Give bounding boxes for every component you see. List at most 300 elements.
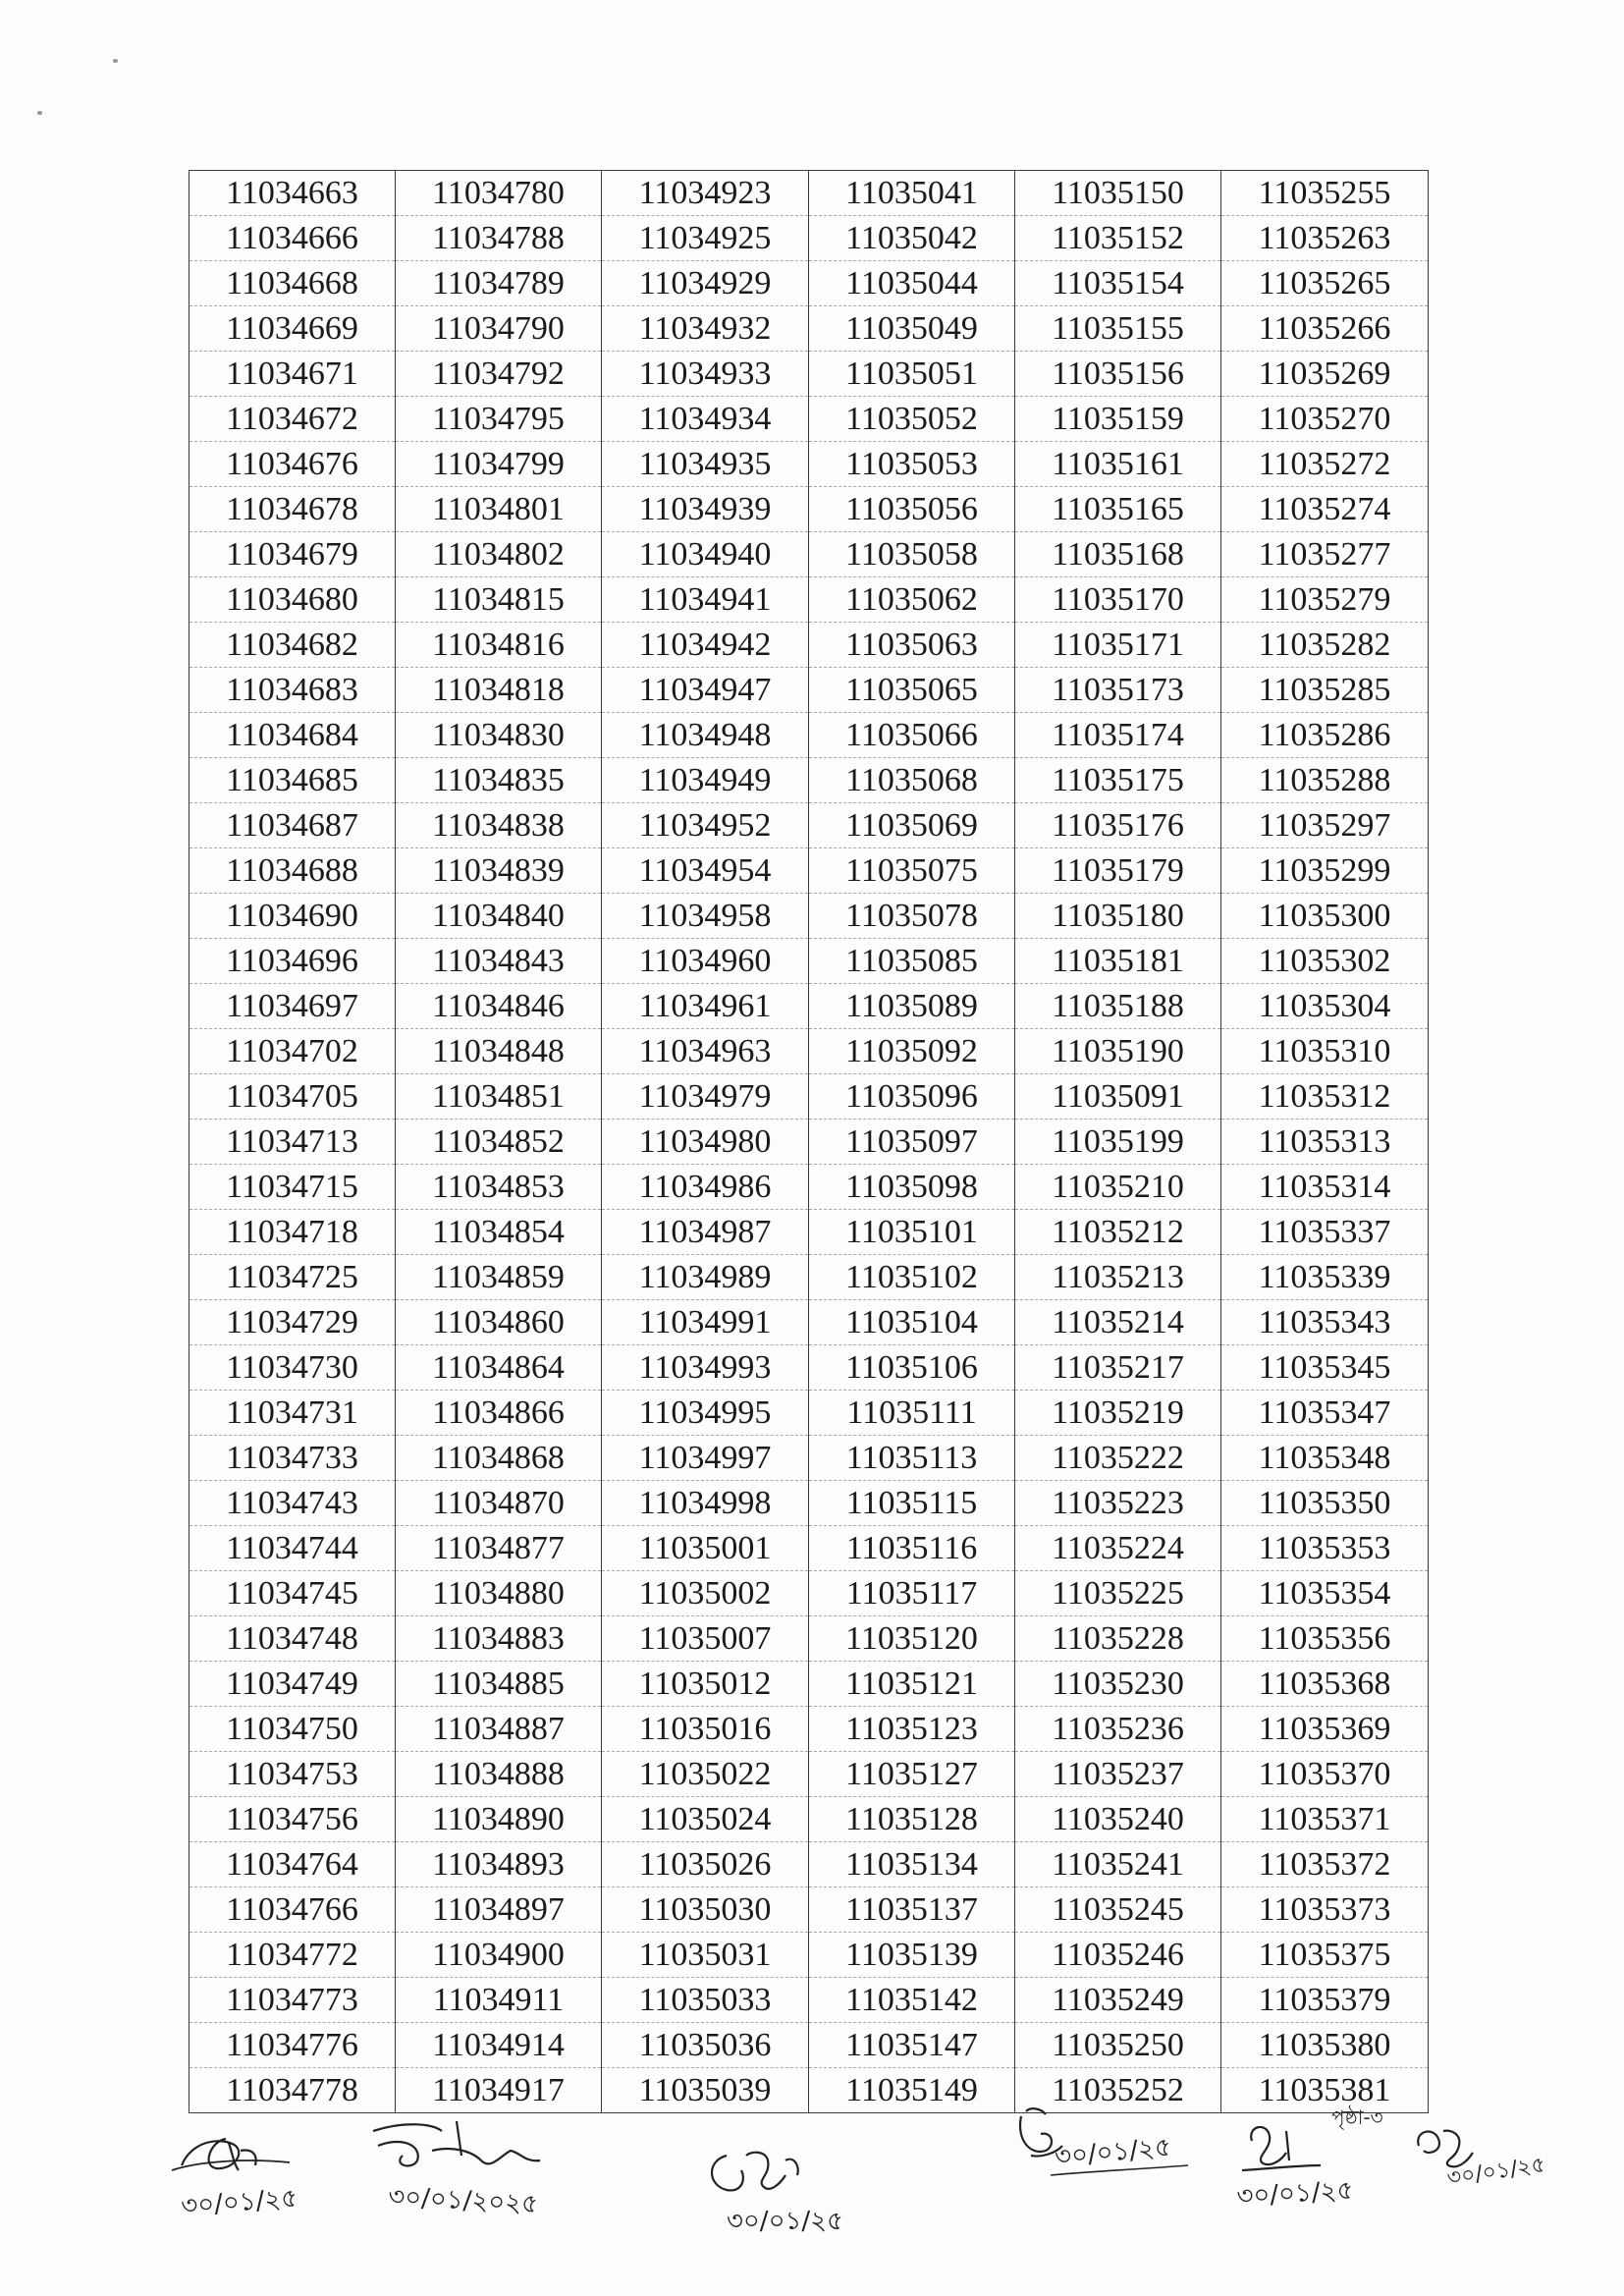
roll-number-cell: 11035065 bbox=[809, 668, 1015, 713]
roll-number-cell: 11034668 bbox=[189, 261, 396, 306]
roll-number-cell: 11035179 bbox=[1015, 848, 1221, 894]
roll-number-cell: 11034840 bbox=[396, 894, 602, 939]
roll-number-cell: 11035024 bbox=[602, 1797, 809, 1842]
roll-number-cell: 11034690 bbox=[189, 894, 396, 939]
signature-1-date: ৩০/০১/২৫ bbox=[180, 2183, 299, 2221]
signature-1-mark bbox=[162, 2111, 358, 2229]
roll-number-cell: 11035353 bbox=[1221, 1526, 1429, 1571]
roll-number-cell: 11035142 bbox=[809, 1978, 1015, 2023]
table-row bbox=[189, 1978, 1429, 2023]
roll-number-cell: 11034942 bbox=[602, 623, 809, 668]
roll-number-cell: 11035223 bbox=[1015, 1481, 1221, 1526]
roll-number-cell: 11035381 bbox=[1221, 2068, 1429, 2113]
roll-number-cell: 11034914 bbox=[396, 2023, 602, 2068]
roll-number-cell: 11034952 bbox=[602, 803, 809, 848]
roll-number-cell: 11035041 bbox=[809, 171, 1015, 216]
roll-number-cell: 11034702 bbox=[189, 1029, 396, 1074]
roll-number-cell: 11035277 bbox=[1221, 532, 1429, 577]
roll-number-cell: 11034929 bbox=[602, 261, 809, 306]
table-row bbox=[189, 623, 1429, 668]
roll-number-cell: 11034744 bbox=[189, 1526, 396, 1571]
roll-number-cell: 11035022 bbox=[602, 1752, 809, 1797]
roll-number-cell: 11034864 bbox=[396, 1345, 602, 1391]
roll-number-cell: 11035053 bbox=[809, 442, 1015, 487]
table-row bbox=[189, 171, 1429, 216]
roll-number-cell: 11034933 bbox=[602, 352, 809, 397]
table-row bbox=[189, 848, 1429, 894]
roll-number-cell: 11034790 bbox=[396, 306, 602, 352]
roll-number-cell: 11035016 bbox=[602, 1707, 809, 1752]
roll-number-cell: 11034991 bbox=[602, 1300, 809, 1345]
roll-number-cell: 11035051 bbox=[809, 352, 1015, 397]
roll-number-cell: 11035285 bbox=[1221, 668, 1429, 713]
roll-number-cell: 11035152 bbox=[1015, 216, 1221, 261]
roll-number-cell: 11034848 bbox=[396, 1029, 602, 1074]
roll-number-cell: 11035134 bbox=[809, 1842, 1015, 1887]
roll-number-cell: 11034939 bbox=[602, 487, 809, 532]
table-row bbox=[189, 1074, 1429, 1120]
roll-number-cell: 11035116 bbox=[809, 1526, 1015, 1571]
roll-number-cell: 11035150 bbox=[1015, 171, 1221, 216]
table-row bbox=[189, 894, 1429, 939]
roll-number-cell: 11034684 bbox=[189, 713, 396, 758]
roll-number-cell: 11034961 bbox=[602, 984, 809, 1029]
roll-number-cell: 11034911 bbox=[396, 1978, 602, 2023]
roll-number-cell: 11035120 bbox=[809, 1616, 1015, 1662]
table-row bbox=[189, 1752, 1429, 1797]
roll-number-cell: 11034666 bbox=[189, 216, 396, 261]
roll-number-cell: 11034682 bbox=[189, 623, 396, 668]
roll-number-cell: 11034749 bbox=[189, 1662, 396, 1707]
roll-number-cell: 11035313 bbox=[1221, 1120, 1429, 1165]
roll-number-cell: 11034672 bbox=[189, 397, 396, 442]
roll-number-cell: 11034925 bbox=[602, 216, 809, 261]
roll-number-cell: 11034766 bbox=[189, 1887, 396, 1933]
roll-number-cell: 11035310 bbox=[1221, 1029, 1429, 1074]
roll-number-cell: 11035225 bbox=[1015, 1571, 1221, 1616]
roll-number-cell: 11034799 bbox=[396, 442, 602, 487]
page-number: পৃষ্ঠা-৩ bbox=[1331, 2105, 1383, 2129]
roll-number-cell: 11035156 bbox=[1015, 352, 1221, 397]
roll-number-cell: 11035372 bbox=[1221, 1842, 1429, 1887]
roll-number-cell: 11035030 bbox=[602, 1887, 809, 1933]
table-row bbox=[189, 1165, 1429, 1210]
roll-number-cell: 11035104 bbox=[809, 1300, 1015, 1345]
table-row bbox=[189, 442, 1429, 487]
roll-number-cell: 11034843 bbox=[396, 939, 602, 984]
roll-number-cell: 11035371 bbox=[1221, 1797, 1429, 1842]
roll-number-cell: 11035089 bbox=[809, 984, 1015, 1029]
roll-number-cell: 11035111 bbox=[809, 1391, 1015, 1436]
roll-number-cell: 11035230 bbox=[1015, 1662, 1221, 1707]
roll-number-cell: 11034802 bbox=[396, 532, 602, 577]
roll-number-cell: 11035128 bbox=[809, 1797, 1015, 1842]
roll-number-cell: 11035237 bbox=[1015, 1752, 1221, 1797]
roll-number-cell: 11034696 bbox=[189, 939, 396, 984]
roll-number-cell: 11034859 bbox=[396, 1255, 602, 1300]
roll-number-cell: 11034718 bbox=[189, 1210, 396, 1255]
table-row bbox=[189, 1255, 1429, 1300]
roll-number-cell: 11035300 bbox=[1221, 894, 1429, 939]
roll-number-cell: 11034830 bbox=[396, 713, 602, 758]
roll-number-cell: 11035097 bbox=[809, 1120, 1015, 1165]
roll-number-cell: 11035210 bbox=[1015, 1165, 1221, 1210]
roll-number-cell: 11035044 bbox=[809, 261, 1015, 306]
table-row bbox=[189, 1662, 1429, 1707]
signature-2 bbox=[363, 2102, 589, 2219]
table-row bbox=[189, 713, 1429, 758]
roll-number-cell: 11035026 bbox=[602, 1842, 809, 1887]
roll-number-cell: 11035345 bbox=[1221, 1345, 1429, 1391]
roll-number-cell: 11035031 bbox=[602, 1933, 809, 1978]
roll-number-cell: 11035282 bbox=[1221, 623, 1429, 668]
roll-number-cell: 11034854 bbox=[396, 1210, 602, 1255]
roll-number-cell: 11035356 bbox=[1221, 1616, 1429, 1662]
roll-number-cell: 11035241 bbox=[1015, 1842, 1221, 1887]
roll-number-cell: 11035373 bbox=[1221, 1887, 1429, 1933]
roll-number-cell: 11034818 bbox=[396, 668, 602, 713]
roll-number-cell: 11034753 bbox=[189, 1752, 396, 1797]
table-row bbox=[189, 1029, 1429, 1074]
table-row bbox=[189, 1616, 1429, 1662]
roll-number-cell: 11034888 bbox=[396, 1752, 602, 1797]
roll-number-cell: 11034815 bbox=[396, 577, 602, 623]
roll-number-cell: 11034995 bbox=[602, 1391, 809, 1436]
roll-number-cell: 11034776 bbox=[189, 2023, 396, 2068]
roll-number-cell: 11035056 bbox=[809, 487, 1015, 532]
roll-number-cell: 11035180 bbox=[1015, 894, 1221, 939]
roll-number-cell: 11035270 bbox=[1221, 397, 1429, 442]
roll-number-cell: 11035066 bbox=[809, 713, 1015, 758]
roll-number-cell: 11035171 bbox=[1015, 623, 1221, 668]
roll-number-cell: 11034893 bbox=[396, 1842, 602, 1887]
roll-number-cell: 11035154 bbox=[1015, 261, 1221, 306]
roll-number-cell: 11034997 bbox=[602, 1436, 809, 1481]
roll-number-cell: 11035379 bbox=[1221, 1978, 1429, 2023]
roll-number-cell: 11035369 bbox=[1221, 1707, 1429, 1752]
signature-3-mark bbox=[687, 2116, 884, 2244]
roll-number-cell: 11034851 bbox=[396, 1074, 602, 1120]
table-row bbox=[189, 352, 1429, 397]
roll-number-cell: 11035304 bbox=[1221, 984, 1429, 1029]
table-row bbox=[189, 1345, 1429, 1391]
roll-number-cell: 11034890 bbox=[396, 1797, 602, 1842]
roll-number-cell: 11035350 bbox=[1221, 1481, 1429, 1526]
roll-number-cell: 11034730 bbox=[189, 1345, 396, 1391]
roll-number-cell: 11034980 bbox=[602, 1120, 809, 1165]
table-row bbox=[189, 1120, 1429, 1165]
table-row bbox=[189, 1436, 1429, 1481]
scan-speck bbox=[37, 111, 42, 115]
roll-number-cell: 11035263 bbox=[1221, 216, 1429, 261]
roll-number-cell: 11034852 bbox=[396, 1120, 602, 1165]
roll-number-cell: 11034838 bbox=[396, 803, 602, 848]
roll-number-cell: 11034958 bbox=[602, 894, 809, 939]
roll-number-cell: 11035380 bbox=[1221, 2023, 1429, 2068]
roll-number-cell: 11035115 bbox=[809, 1481, 1015, 1526]
roll-number-cell: 11035155 bbox=[1015, 306, 1221, 352]
roll-number-cell: 11035117 bbox=[809, 1571, 1015, 1616]
signature-4-mark bbox=[1001, 2097, 1208, 2224]
roll-number-cell: 11034986 bbox=[602, 1165, 809, 1210]
table-row bbox=[189, 1933, 1429, 1978]
roll-number-cell: 11035199 bbox=[1015, 1120, 1221, 1165]
roll-number-cell: 11034697 bbox=[189, 984, 396, 1029]
roll-number-cell: 11035033 bbox=[602, 1978, 809, 2023]
roll-number-cell: 11034680 bbox=[189, 577, 396, 623]
roll-number-cell: 11034713 bbox=[189, 1120, 396, 1165]
roll-number-cell: 11034993 bbox=[602, 1345, 809, 1391]
roll-number-cell: 11035139 bbox=[809, 1933, 1015, 1978]
signature-5-mark bbox=[1232, 2111, 1399, 2239]
roll-number-cell: 11035181 bbox=[1015, 939, 1221, 984]
roll-number-cell: 11034887 bbox=[396, 1707, 602, 1752]
roll-number-cell: 11035299 bbox=[1221, 848, 1429, 894]
roll-number-cell: 11035279 bbox=[1221, 577, 1429, 623]
roll-number-cell: 11035069 bbox=[809, 803, 1015, 848]
roll-number-cell: 11034772 bbox=[189, 1933, 396, 1978]
roll-number-cell: 11035068 bbox=[809, 758, 1015, 803]
roll-number-cell: 11035266 bbox=[1221, 306, 1429, 352]
roll-number-cell: 11035370 bbox=[1221, 1752, 1429, 1797]
roll-number-cell: 11035007 bbox=[602, 1616, 809, 1662]
roll-number-cell: 11034725 bbox=[189, 1255, 396, 1300]
roll-number-cell: 11034788 bbox=[396, 216, 602, 261]
roll-number-cell: 11035052 bbox=[809, 397, 1015, 442]
roll-number-cell: 11034683 bbox=[189, 668, 396, 713]
roll-number-cell: 11034940 bbox=[602, 532, 809, 577]
roll-number-cell: 11035137 bbox=[809, 1887, 1015, 1933]
signature-4 bbox=[1001, 2097, 1208, 2214]
table-row bbox=[189, 1300, 1429, 1345]
roll-number-cell: 11034835 bbox=[396, 758, 602, 803]
roll-number-cell: 11035347 bbox=[1221, 1391, 1429, 1436]
roll-number-cell: 11034663 bbox=[189, 171, 396, 216]
roll-number-cell: 11035012 bbox=[602, 1662, 809, 1707]
roll-number-cell: 11035085 bbox=[809, 939, 1015, 984]
roll-number-cell: 11035236 bbox=[1015, 1707, 1221, 1752]
signature-6-mark bbox=[1404, 2111, 1581, 2239]
roll-number-cell: 11034870 bbox=[396, 1481, 602, 1526]
roll-number-cell: 11035269 bbox=[1221, 352, 1429, 397]
roll-number-cell: 11034731 bbox=[189, 1391, 396, 1436]
roll-number-cell: 11035214 bbox=[1015, 1300, 1221, 1345]
roll-number-cell: 11034733 bbox=[189, 1436, 396, 1481]
table-row bbox=[189, 1887, 1429, 1933]
roll-number-cell: 11034935 bbox=[602, 442, 809, 487]
roll-number-table bbox=[189, 170, 1429, 2113]
roll-number-cell: 11035039 bbox=[602, 2068, 809, 2113]
table-row bbox=[189, 1210, 1429, 1255]
roll-number-cell: 11034960 bbox=[602, 939, 809, 984]
signature-5 bbox=[1232, 2111, 1399, 2229]
roll-number-cell: 11035091 bbox=[1015, 1074, 1221, 1120]
roll-number-cell: 11035255 bbox=[1221, 171, 1429, 216]
roll-number-cell: 11035147 bbox=[809, 2023, 1015, 2068]
roll-number-cell: 11035078 bbox=[809, 894, 1015, 939]
roll-number-cell: 11034792 bbox=[396, 352, 602, 397]
roll-number-cell: 11035314 bbox=[1221, 1165, 1429, 1210]
signature-3-date: ৩০/০১/২৫ bbox=[727, 2207, 843, 2236]
roll-number-cell: 11035354 bbox=[1221, 1571, 1429, 1616]
roll-number-cell: 11035368 bbox=[1221, 1662, 1429, 1707]
table-row bbox=[189, 803, 1429, 848]
table-row bbox=[189, 1842, 1429, 1887]
roll-number-cell: 11034748 bbox=[189, 1616, 396, 1662]
table-row bbox=[189, 984, 1429, 1029]
roll-number-cell: 11034676 bbox=[189, 442, 396, 487]
roll-number-cell: 11034678 bbox=[189, 487, 396, 532]
roll-number-cell: 11035049 bbox=[809, 306, 1015, 352]
table-row bbox=[189, 1571, 1429, 1616]
roll-number-cell: 11034688 bbox=[189, 848, 396, 894]
signature-6-date: ৩০/০১/২৫ bbox=[1445, 2153, 1547, 2191]
roll-number-cell: 11035123 bbox=[809, 1707, 1015, 1752]
roll-number-cell: 11035075 bbox=[809, 848, 1015, 894]
roll-number-cell: 11034885 bbox=[396, 1662, 602, 1707]
roll-number-cell: 11034949 bbox=[602, 758, 809, 803]
roll-number-cell: 11035096 bbox=[809, 1074, 1015, 1120]
roll-number-cell: 11035113 bbox=[809, 1436, 1015, 1481]
roll-number-cell: 11034923 bbox=[602, 171, 809, 216]
roll-number-cell: 11035175 bbox=[1015, 758, 1221, 803]
roll-number-cell: 11035212 bbox=[1015, 1210, 1221, 1255]
roll-number-cell: 11034941 bbox=[602, 577, 809, 623]
roll-number-cell: 11035176 bbox=[1015, 803, 1221, 848]
roll-number-cell: 11034839 bbox=[396, 848, 602, 894]
roll-number-cell: 11035250 bbox=[1015, 2023, 1221, 2068]
roll-number-cell: 11034705 bbox=[189, 1074, 396, 1120]
roll-number-cell: 11034932 bbox=[602, 306, 809, 352]
roll-number-cell: 11034860 bbox=[396, 1300, 602, 1345]
roll-number-cell: 11034866 bbox=[396, 1391, 602, 1436]
signature-2-mark bbox=[363, 2102, 589, 2229]
roll-number-cell: 11035036 bbox=[602, 2023, 809, 2068]
table-row bbox=[189, 306, 1429, 352]
roll-number-cell: 11035165 bbox=[1015, 487, 1221, 532]
roll-number-cell: 11035337 bbox=[1221, 1210, 1429, 1255]
roll-number-cell: 11035098 bbox=[809, 1165, 1015, 1210]
roll-number-cell: 11034679 bbox=[189, 532, 396, 577]
roll-number-cell: 11034880 bbox=[396, 1571, 602, 1616]
roll-number-cell: 11035170 bbox=[1015, 577, 1221, 623]
roll-number-cell: 11035312 bbox=[1221, 1074, 1429, 1120]
table-row bbox=[189, 261, 1429, 306]
roll-number-cell: 11035252 bbox=[1015, 2068, 1221, 2113]
roll-number-cell: 11035101 bbox=[809, 1210, 1015, 1255]
roll-number-cell: 11034963 bbox=[602, 1029, 809, 1074]
roll-number-cell: 11035168 bbox=[1015, 532, 1221, 577]
roll-number-cell: 11034778 bbox=[189, 2068, 396, 2113]
roll-number-cell: 11034743 bbox=[189, 1481, 396, 1526]
roll-number-cell: 11035106 bbox=[809, 1345, 1015, 1391]
table-row bbox=[189, 939, 1429, 984]
roll-number-cell: 11034954 bbox=[602, 848, 809, 894]
roll-number-cell: 11035288 bbox=[1221, 758, 1429, 803]
roll-number-cell: 11034877 bbox=[396, 1526, 602, 1571]
roll-number-cell: 11035228 bbox=[1015, 1616, 1221, 1662]
table-row bbox=[189, 668, 1429, 713]
roll-number-cell: 11034883 bbox=[396, 1616, 602, 1662]
roll-number-table-body bbox=[189, 171, 1429, 2113]
roll-number-cell: 11035222 bbox=[1015, 1436, 1221, 1481]
roll-number-cell: 11034979 bbox=[602, 1074, 809, 1120]
signature-1 bbox=[162, 2111, 358, 2229]
roll-number-cell: 11034989 bbox=[602, 1255, 809, 1300]
roll-number-cell: 11035173 bbox=[1015, 668, 1221, 713]
roll-number-cell: 11034948 bbox=[602, 713, 809, 758]
roll-number-cell: 11034750 bbox=[189, 1707, 396, 1752]
roll-number-cell: 11035302 bbox=[1221, 939, 1429, 984]
table-row bbox=[189, 487, 1429, 532]
roll-number-cell: 11034789 bbox=[396, 261, 602, 306]
roll-number-cell: 11034687 bbox=[189, 803, 396, 848]
scan-speck bbox=[113, 59, 118, 63]
table-row bbox=[189, 1797, 1429, 1842]
roll-number-cell: 11035188 bbox=[1015, 984, 1221, 1029]
roll-number-cell: 11034795 bbox=[396, 397, 602, 442]
roll-number-cell: 11035001 bbox=[602, 1526, 809, 1571]
roll-number-cell: 11035063 bbox=[809, 623, 1015, 668]
roll-number-cell: 11034729 bbox=[189, 1300, 396, 1345]
roll-number-cell: 11035217 bbox=[1015, 1345, 1221, 1391]
roll-number-cell: 11035002 bbox=[602, 1571, 809, 1616]
roll-number-cell: 11035343 bbox=[1221, 1300, 1429, 1345]
table-row bbox=[189, 2023, 1429, 2068]
roll-number-cell: 11035213 bbox=[1015, 1255, 1221, 1300]
signature-3 bbox=[687, 2116, 884, 2234]
table-row bbox=[189, 1481, 1429, 1526]
roll-number-cell: 11035042 bbox=[809, 216, 1015, 261]
roll-number-cell: 11034773 bbox=[189, 1978, 396, 2023]
roll-number-cell: 11035149 bbox=[809, 2068, 1015, 2113]
roll-number-cell: 11035219 bbox=[1015, 1391, 1221, 1436]
roll-number-cell: 11035265 bbox=[1221, 261, 1429, 306]
roll-number-cell: 11034756 bbox=[189, 1797, 396, 1842]
roll-number-cell: 11035375 bbox=[1221, 1933, 1429, 1978]
roll-number-cell: 11035058 bbox=[809, 532, 1015, 577]
roll-number-cell: 11035062 bbox=[809, 577, 1015, 623]
roll-number-cell: 11034669 bbox=[189, 306, 396, 352]
table-row bbox=[189, 216, 1429, 261]
roll-number-cell: 11034900 bbox=[396, 1933, 602, 1978]
roll-number-cell: 11034685 bbox=[189, 758, 396, 803]
roll-number-cell: 11035240 bbox=[1015, 1797, 1221, 1842]
roll-number-cell: 11034987 bbox=[602, 1210, 809, 1255]
roll-number-cell: 11034671 bbox=[189, 352, 396, 397]
table-row bbox=[189, 1707, 1429, 1752]
table-row bbox=[189, 577, 1429, 623]
signature-2-date: ৩০/০১/২০২৫ bbox=[387, 2182, 539, 2219]
roll-number-cell: 11035339 bbox=[1221, 1255, 1429, 1300]
roll-number-cell: 11035102 bbox=[809, 1255, 1015, 1300]
roll-number-cell: 11034801 bbox=[396, 487, 602, 532]
roll-number-cell: 11035286 bbox=[1221, 713, 1429, 758]
roll-number-cell: 11035348 bbox=[1221, 1436, 1429, 1481]
roll-number-cell: 11035246 bbox=[1015, 1933, 1221, 1978]
roll-number-cell: 11035249 bbox=[1015, 1978, 1221, 2023]
roll-number-cell: 11034917 bbox=[396, 2068, 602, 2113]
roll-number-cell: 11035272 bbox=[1221, 442, 1429, 487]
roll-number-cell: 11034745 bbox=[189, 1571, 396, 1616]
roll-number-cell: 11034764 bbox=[189, 1842, 396, 1887]
roll-number-cell: 11034897 bbox=[396, 1887, 602, 1933]
signature-4-date: ৩০/০১/২৫ bbox=[1053, 2132, 1173, 2172]
roll-number-cell: 11035224 bbox=[1015, 1526, 1221, 1571]
roll-number-cell: 11035297 bbox=[1221, 803, 1429, 848]
roll-number-cell: 11034780 bbox=[396, 171, 602, 216]
roll-number-cell: 11035092 bbox=[809, 1029, 1015, 1074]
